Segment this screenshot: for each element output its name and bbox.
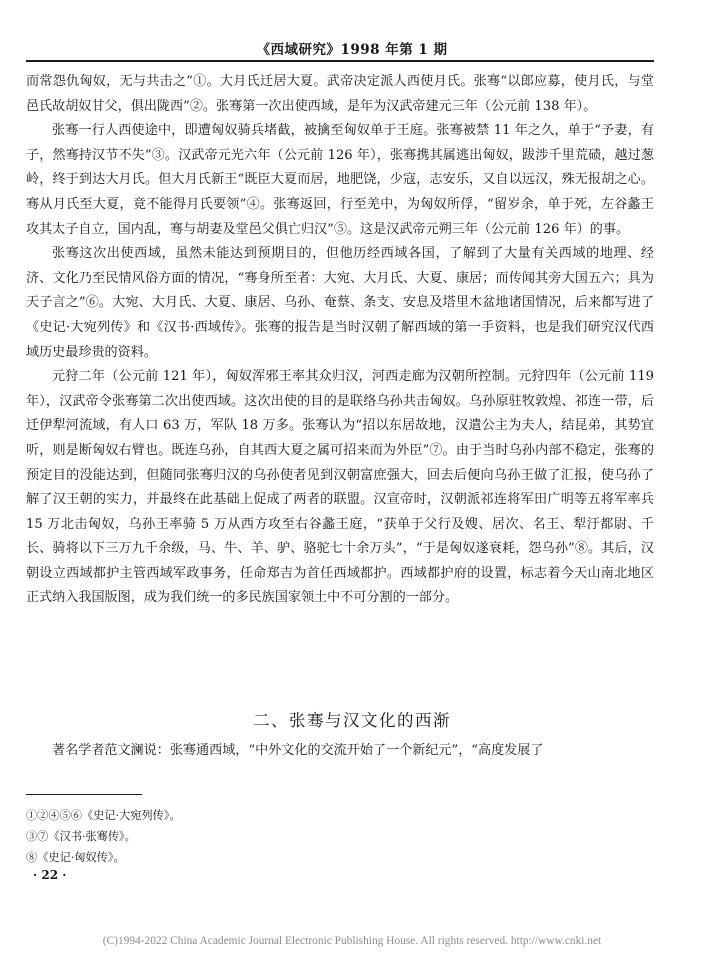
journal-header: 《西域研究》1998 年第 1 期 (256, 42, 448, 58)
paragraph: 张骞这次出使西域，虽然未能达到预期目的，但他历经西域各国，了解到了大量有关西域的地理、经济、文化乃至民情风俗方面的情况，“骞身所至者：大宛、大月氏、大夏、康居；而传闻其旁大国五六；具为天子言之”⑥。大宛、大月氏、大夏、康居、乌孙、奄蔡、条支、安息及塔里木盆地诸国情况，后来都写进了《史记·大宛列传》和《汉书·西域传》。张骞的报告是当时汉朝了解西域的第一手资料，也是我们研究汉代西域历史最珍贵的资料。 (26, 246, 654, 360)
footnotes (26, 805, 181, 868)
page-number: · 22 · (33, 868, 67, 882)
footnote: ⑧《史记·匈奴传》。 (26, 851, 125, 864)
article-body (26, 70, 654, 611)
footnote-divider (26, 794, 142, 795)
footnote: ③⑦《汉书·张骞传》。 (26, 830, 136, 843)
paragraph: 元狩二年（公元前 121 年），匈奴浑邪王率其众归汉，河西走廊为汉朝所控制。元狩四年（公元前 119 年），汉武帝令张骞第二次出使西域。这次出使的目的是联络乌孙共击匈奴。乌孙原驻牧敦煌、祁连一带，后迁伊犁河流域，有人口 63 万，军队 18 万多。张骞认为“招以东居故地，汉遣公主为夫人，结昆弟，其势宜听，则是断匈奴右臂也。既连乌孙，自其西大夏之属可招来而为外臣”⑦。由于当时乌孙内部不稳定，张骞的预定目的没能达到，但随同张骞归汉的乌孙使者见到汉朝富庶强大，回去后便向乌孙王做了汇报，使乌孙了解了汉王朝的实力，并最终在此基础上促成了两者的联盟。汉宣帝时，汉朝派祁连将军田广明等五将军率兵 15 万北击匈奴，乌孙王率骑 5 万从西方攻至右谷蠡王庭，“获单于父行及嫂、居次、名王、犁汙都尉、千长、骑将以下三万九千余级，马、牛、羊、驴、骆驼七十余万头”，“于是匈奴遂衰耗，怨乌孙”⑧。其后，汉朝设立西域都护主管西域军政事务，任命郑吉为首任西域都护。西域都护府的设置，标志着今天山南北地区正式纳入我国版图，成为我们统一的多民族国家领土中不可分割的一部分。 (26, 369, 654, 606)
paragraph: 张骞一行人西使途中，即遭匈奴骑兵堵截，被擒至匈奴单于王庭。张骞被禁 11 年之久，单于“予妻，有子，然骞持汉节不失”③。汉武帝元光六年（公元前 126 年），张骞携其属逃出匈奴，跋涉千里荒碛，越过葱岭，终于到达大月氏。但大月氏新王“既臣大夏而居，地肥饶，少寇，志安乐，又自以远汉，殊无报胡之心。骞从月氏至大夏，竟不能得月氏要领”④。张骞返回，行至羌中，为匈奴所俘，“留岁余，单于死，左谷蠡王攻其太子自立，国内乱，骞与胡妻及堂邑父俱亡归汉”⑤。这是汉武帝元朔三年（公元前 126 年）的事。 (26, 123, 654, 237)
section-heading: 二、张骞与汉文化的西渐 (253, 711, 451, 730)
header-divider (26, 60, 654, 62)
section-intro-line: 著名学者范文澜说：张骞通西域，“中外文化的交流开始了一个新纪元”，“高度发展了 (52, 743, 544, 758)
paragraph: 而常怨仇匈奴，无与共击之”①。大月氏迁居大夏。武帝决定派人西使月氏。张骞“以郎应募，使月氏，与堂邑氏故胡奴甘父，俱出陇西”②。张骞第一次出使西域，是年为汉武帝建元三年（公元前 138 年）。 (26, 74, 654, 114)
copyright-footer: (C)1994-2022 China Academic Journal Electronic Publishing House. All rights reserved. http://www.cnki.net (102, 935, 602, 947)
footnote: ①②④⑤⑥《史记·大宛列传》。 (26, 809, 181, 822)
